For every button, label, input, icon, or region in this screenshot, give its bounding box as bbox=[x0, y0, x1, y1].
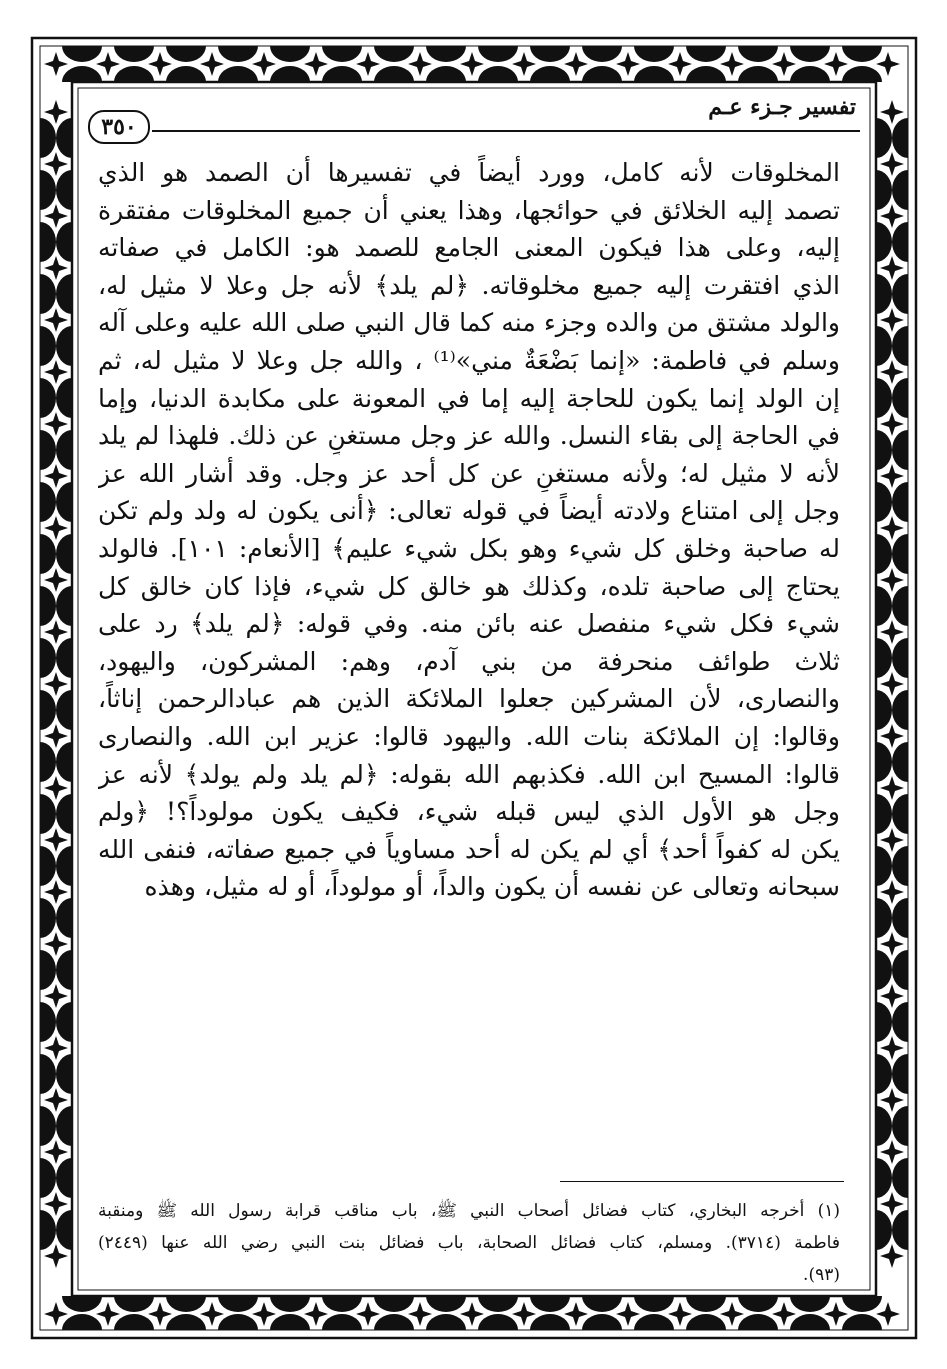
border-arc bbox=[842, 1314, 882, 1330]
border-arc bbox=[40, 950, 56, 990]
border-arc bbox=[842, 1296, 882, 1312]
border-arc bbox=[582, 1314, 622, 1330]
border-arc bbox=[218, 1314, 258, 1330]
border-arc bbox=[40, 1106, 56, 1146]
border-arc bbox=[56, 898, 72, 938]
border-arc bbox=[374, 1314, 414, 1330]
border-arc bbox=[876, 326, 892, 366]
border-arc bbox=[40, 846, 56, 886]
border-star-icon bbox=[44, 464, 68, 488]
border-arc bbox=[892, 846, 908, 886]
border-star-icon bbox=[408, 52, 432, 76]
border-star-icon bbox=[512, 52, 536, 76]
border-star-icon bbox=[880, 464, 904, 488]
border-arc bbox=[892, 378, 908, 418]
border-arc bbox=[322, 66, 362, 82]
border-arc bbox=[62, 66, 102, 82]
border-star-icon bbox=[880, 984, 904, 1008]
border-arc bbox=[876, 846, 892, 886]
border-star-icon bbox=[200, 1302, 224, 1326]
body-line: والولد مشتق من والده وجزء منه كما قال النبي صلى الله عليه وعلى آله bbox=[98, 308, 840, 338]
border-arc bbox=[892, 1002, 908, 1042]
border-arc bbox=[374, 46, 414, 62]
border-star-icon bbox=[880, 1088, 904, 1112]
border-arc bbox=[876, 378, 892, 418]
border-star-icon bbox=[44, 1192, 68, 1216]
border-arc bbox=[876, 950, 892, 990]
border-star-icon bbox=[616, 52, 640, 76]
border-arc bbox=[892, 1054, 908, 1094]
border-arc bbox=[426, 1296, 466, 1312]
border-star-icon bbox=[880, 204, 904, 228]
border-arc bbox=[478, 46, 518, 62]
body-line: إن الولد إنما يكون للحاجة إليه إما في المعونة على مكابدة الدنيا، وإما bbox=[98, 383, 840, 413]
body-line: وقالوا: إن الملائكة بنات الله. واليهود قالوا: عزير ابن الله. والنصارى bbox=[98, 721, 840, 751]
border-arc bbox=[62, 1296, 102, 1312]
border-arc bbox=[876, 170, 892, 210]
border-star-icon bbox=[44, 724, 68, 748]
border-arc bbox=[876, 1054, 892, 1094]
border-star-icon bbox=[408, 1302, 432, 1326]
border-arc bbox=[270, 46, 310, 62]
border-arc bbox=[56, 690, 72, 730]
body-line: سبحانه وتعالى عن نفسه أن يكون والداً، أو مولوداً، أو له مثيل، وهذه bbox=[144, 872, 840, 902]
border-star-icon bbox=[44, 1036, 68, 1060]
border-arc bbox=[56, 638, 72, 678]
border-arc bbox=[56, 1158, 72, 1198]
border-arc bbox=[270, 1314, 310, 1330]
border-arc bbox=[56, 742, 72, 782]
border-arc bbox=[322, 1314, 362, 1330]
body-line: المخلوقات لأنه كامل، وورد أيضاً في تفسيرها أن الصمد هو الذي bbox=[98, 158, 840, 187]
border-star-icon bbox=[44, 620, 68, 644]
border-star-icon bbox=[44, 776, 68, 800]
border-arc bbox=[56, 378, 72, 418]
border-star-icon bbox=[356, 52, 380, 76]
border-star-icon bbox=[668, 52, 692, 76]
border-arc bbox=[56, 950, 72, 990]
body-line: له صاحبة وخلق كل شيء وهو بكل شيء عليم﴾ [الأنعام: ١٠١]. فالولد bbox=[98, 533, 840, 563]
border-star-icon bbox=[44, 932, 68, 956]
border-arc bbox=[166, 46, 206, 62]
border-arc bbox=[892, 222, 908, 262]
border-star-icon bbox=[200, 52, 224, 76]
border-arc bbox=[738, 1296, 778, 1312]
border-arc bbox=[114, 1314, 154, 1330]
border-arc bbox=[876, 742, 892, 782]
border-arc bbox=[166, 66, 206, 82]
border-arc bbox=[40, 1158, 56, 1198]
page-title: تفسير جـزء عـم bbox=[708, 94, 856, 120]
border-arc bbox=[166, 1296, 206, 1312]
border-arc bbox=[56, 430, 72, 470]
border-star-icon bbox=[460, 1302, 484, 1326]
border-arc bbox=[892, 170, 908, 210]
border-arc bbox=[40, 586, 56, 626]
border-arc bbox=[322, 46, 362, 62]
border-arc bbox=[40, 326, 56, 366]
border-arc bbox=[892, 118, 908, 158]
border-arc bbox=[876, 1158, 892, 1198]
border-arc bbox=[40, 222, 56, 262]
border-arc bbox=[790, 1314, 830, 1330]
border-star-icon bbox=[880, 1036, 904, 1060]
border-star-icon bbox=[356, 1302, 380, 1326]
footnotes bbox=[98, 1195, 840, 1291]
border-arc bbox=[634, 46, 674, 62]
border-arc bbox=[892, 898, 908, 938]
border-star-icon bbox=[304, 1302, 328, 1326]
border-star-icon bbox=[880, 1192, 904, 1216]
border-arc bbox=[686, 66, 726, 82]
border-star-icon bbox=[880, 360, 904, 384]
border-arc bbox=[40, 898, 56, 938]
border-star-icon bbox=[44, 880, 68, 904]
border-arc bbox=[634, 1296, 674, 1312]
border-arc bbox=[892, 1106, 908, 1146]
body-line: وسلم في فاطمة: «إنما بَضْعَةٌ مني»⁽¹⁾ ، والله جل وعلا لا مثيل له، ثم bbox=[98, 345, 840, 375]
border-arc bbox=[114, 66, 154, 82]
border-arc bbox=[876, 1002, 892, 1042]
border-arc bbox=[478, 66, 518, 82]
border-arc bbox=[892, 1158, 908, 1198]
border-arc bbox=[40, 742, 56, 782]
border-arc bbox=[876, 586, 892, 626]
border-star-icon bbox=[880, 724, 904, 748]
body-line: إليه، وعلى هذا فيكون المعنى الجامع للصمد هو: الكامل في صفاته bbox=[98, 233, 840, 263]
footnote-line: (٩٣). bbox=[803, 1265, 840, 1285]
border-star-icon bbox=[252, 52, 276, 76]
border-star-icon bbox=[880, 828, 904, 852]
border-arc bbox=[686, 1314, 726, 1330]
border-arc bbox=[114, 1296, 154, 1312]
border-star-icon bbox=[44, 516, 68, 540]
border-arc bbox=[40, 1002, 56, 1042]
border-star-icon bbox=[720, 52, 744, 76]
border-arc bbox=[218, 66, 258, 82]
border-arc bbox=[876, 1210, 892, 1250]
body-line: والنصارى، لأن المشركين جعلوا الملائكة الذين هم عبادالرحمن إناثاً، bbox=[98, 684, 840, 714]
border-star-icon bbox=[44, 1088, 68, 1112]
body-text bbox=[98, 154, 840, 906]
border-arc bbox=[738, 66, 778, 82]
border-star-icon bbox=[44, 1244, 68, 1268]
body-line: وجل إلى امتناع ولادته أيضاً في قوله تعالى: ﴿أنى يكون له ولد ولم تكن bbox=[98, 496, 840, 526]
border-star-icon bbox=[148, 52, 172, 76]
border-arc bbox=[56, 222, 72, 262]
border-arc bbox=[892, 690, 908, 730]
border-arc bbox=[56, 586, 72, 626]
border-star-icon bbox=[880, 516, 904, 540]
border-arc bbox=[56, 326, 72, 366]
border-arc bbox=[876, 638, 892, 678]
border-arc bbox=[876, 430, 892, 470]
border-arc bbox=[876, 1106, 892, 1146]
border-arc bbox=[892, 638, 908, 678]
border-arc bbox=[114, 46, 154, 62]
border-star-icon bbox=[880, 620, 904, 644]
border-star-icon bbox=[304, 52, 328, 76]
border-arc bbox=[892, 274, 908, 314]
border-arc bbox=[40, 118, 56, 158]
border-star-icon bbox=[44, 412, 68, 436]
border-arc bbox=[40, 430, 56, 470]
border-star-icon bbox=[880, 256, 904, 280]
border-star-icon bbox=[44, 308, 68, 332]
body-line: يحتاج إلى صاحبة تلده، وكذلك هو خالق كل شيء، فإذا كان خالق كل bbox=[98, 571, 840, 601]
border-star-icon bbox=[880, 568, 904, 592]
border-arc bbox=[738, 1314, 778, 1330]
border-arc bbox=[530, 1296, 570, 1312]
border-arc bbox=[892, 950, 908, 990]
border-arc bbox=[40, 1054, 56, 1094]
border-star-icon bbox=[824, 52, 848, 76]
border-arc bbox=[892, 1210, 908, 1250]
border-arc bbox=[374, 66, 414, 82]
border-star-icon bbox=[876, 52, 900, 76]
border-star-icon bbox=[44, 100, 68, 124]
border-star-icon bbox=[880, 412, 904, 436]
border-arc bbox=[892, 326, 908, 366]
border-arc bbox=[892, 482, 908, 522]
border-arc bbox=[686, 46, 726, 62]
border-arc bbox=[40, 170, 56, 210]
border-arc bbox=[426, 1314, 466, 1330]
border-arc bbox=[876, 482, 892, 522]
border-arc bbox=[56, 534, 72, 574]
border-star-icon bbox=[252, 1302, 276, 1326]
border-arc bbox=[56, 794, 72, 834]
border-star-icon bbox=[880, 880, 904, 904]
body-line: في الحاجة إلى بقاء النسل. والله عز وجل مستغنٍ عن ذلك. فلهذا لم يلد bbox=[98, 421, 840, 451]
border-arc bbox=[892, 794, 908, 834]
border-arc bbox=[62, 1314, 102, 1330]
border-arc bbox=[478, 1296, 518, 1312]
body-line: قالوا: المسيح ابن الله. فكذبهم الله بقوله: ﴿لم يلد ولم يولد﴾ لأنه عز bbox=[98, 759, 840, 789]
border-arc bbox=[56, 170, 72, 210]
body-line: الذي افتقرت إليه جميع مخلوقاته. ﴿لم يلد﴾ لأنه جل وعلا لا مثيل له، bbox=[98, 270, 840, 300]
footnote-line: فاطمة (٣٧١٤). ومسلم، كتاب فضائل الصحابة، باب فضائل بنت النبي رضي الله عنها (٢٤٤٩) bbox=[98, 1233, 840, 1253]
border-arc bbox=[56, 274, 72, 314]
border-star-icon bbox=[148, 1302, 172, 1326]
border-star-icon bbox=[44, 828, 68, 852]
border-arc bbox=[478, 1314, 518, 1330]
border-arc bbox=[40, 378, 56, 418]
body-line: لأنه لا مثيل له؛ ولأنه مستغنٍ عن كل أحد عز وجل. وقد أشار الله عز bbox=[98, 458, 840, 488]
border-arc bbox=[62, 46, 102, 62]
border-star-icon bbox=[44, 672, 68, 696]
page-number: ٣٥٠ bbox=[88, 110, 150, 144]
body-line: تصمد إليه الخلائق في حوائجها، وهذا يعني أن جميع المخلوقات مفتقرة bbox=[98, 195, 840, 225]
border-arc bbox=[790, 46, 830, 62]
border-arc bbox=[790, 66, 830, 82]
border-arc bbox=[56, 846, 72, 886]
border-arc bbox=[582, 66, 622, 82]
border-star-icon bbox=[880, 152, 904, 176]
border-arc bbox=[738, 46, 778, 62]
header-rule bbox=[152, 130, 860, 132]
border-star-icon bbox=[44, 1302, 68, 1326]
border-arc bbox=[218, 1296, 258, 1312]
border-arc bbox=[56, 1054, 72, 1094]
border-arc bbox=[40, 1210, 56, 1250]
border-arc bbox=[892, 534, 908, 574]
border-arc bbox=[790, 1296, 830, 1312]
border-star-icon bbox=[880, 932, 904, 956]
border-star-icon bbox=[880, 1140, 904, 1164]
border-arc bbox=[876, 794, 892, 834]
border-star-icon bbox=[880, 308, 904, 332]
border-arc bbox=[40, 534, 56, 574]
border-arc bbox=[40, 794, 56, 834]
page-header bbox=[88, 92, 860, 140]
border-arc bbox=[270, 66, 310, 82]
border-arc bbox=[426, 66, 466, 82]
border-star-icon bbox=[44, 1140, 68, 1164]
border-star-icon bbox=[880, 672, 904, 696]
border-arc bbox=[892, 586, 908, 626]
border-arc bbox=[876, 690, 892, 730]
border-arc bbox=[530, 46, 570, 62]
border-arc bbox=[322, 1296, 362, 1312]
border-arc bbox=[270, 1296, 310, 1312]
border-arc bbox=[530, 66, 570, 82]
border-star-icon bbox=[96, 52, 120, 76]
border-star-icon bbox=[44, 984, 68, 1008]
body-line: يكن له كفواً أحد﴾ أي لم يكن له أحد مساوياً في جميع صفاته، فنفى الله bbox=[98, 834, 840, 864]
border-star-icon bbox=[772, 52, 796, 76]
border-star-icon bbox=[44, 52, 68, 76]
border-star-icon bbox=[460, 52, 484, 76]
border-arc bbox=[374, 1296, 414, 1312]
border-arc bbox=[876, 222, 892, 262]
border-star-icon bbox=[96, 1302, 120, 1326]
border-arc bbox=[56, 118, 72, 158]
footnote-separator bbox=[560, 1181, 844, 1182]
border-star-icon bbox=[44, 360, 68, 384]
border-star-icon bbox=[44, 568, 68, 592]
border-arc bbox=[842, 66, 882, 82]
border-arc bbox=[582, 1296, 622, 1312]
border-star-icon bbox=[880, 100, 904, 124]
border-arc bbox=[56, 1002, 72, 1042]
border-star-icon bbox=[880, 1244, 904, 1268]
border-star-icon bbox=[564, 52, 588, 76]
border-arc bbox=[634, 1314, 674, 1330]
border-arc bbox=[876, 118, 892, 158]
border-arc bbox=[892, 430, 908, 470]
border-arc bbox=[56, 1210, 72, 1250]
border-arc bbox=[426, 46, 466, 62]
body-line: ثلاث طوائف منحرفة من بني آدم، وهم: المشركون، واليهود، bbox=[98, 646, 840, 676]
border-arc bbox=[686, 1296, 726, 1312]
body-line: وجل هو الأول الذي ليس قبله شيء، فكيف يكون مولوداً؟! ﴿ولم bbox=[98, 797, 840, 827]
border-arc bbox=[40, 690, 56, 730]
border-arc bbox=[218, 46, 258, 62]
border-arc bbox=[892, 742, 908, 782]
border-arc bbox=[876, 898, 892, 938]
border-star-icon bbox=[44, 152, 68, 176]
border-star-icon bbox=[44, 256, 68, 280]
border-arc bbox=[40, 638, 56, 678]
border-arc bbox=[56, 482, 72, 522]
border-arc bbox=[166, 1314, 206, 1330]
border-arc bbox=[876, 274, 892, 314]
border-arc bbox=[582, 46, 622, 62]
footnote-line: (١) أخرجه البخاري، كتاب فضائل أصحاب النبي ﷺ، باب مناقب قرابة رسول الله ﷺ ومنقبة bbox=[98, 1201, 840, 1221]
border-arc bbox=[634, 66, 674, 82]
border-arc bbox=[876, 534, 892, 574]
border-star-icon bbox=[880, 776, 904, 800]
border-arc bbox=[530, 1314, 570, 1330]
border-arc bbox=[56, 1106, 72, 1146]
border-star-icon bbox=[44, 204, 68, 228]
border-arc bbox=[40, 274, 56, 314]
border-arc bbox=[842, 46, 882, 62]
border-arc bbox=[40, 482, 56, 522]
body-line: شيء فكل شيء منفصل عنه بائن منه. وفي قوله: ﴿لم يلد﴾ رد على bbox=[98, 609, 840, 639]
